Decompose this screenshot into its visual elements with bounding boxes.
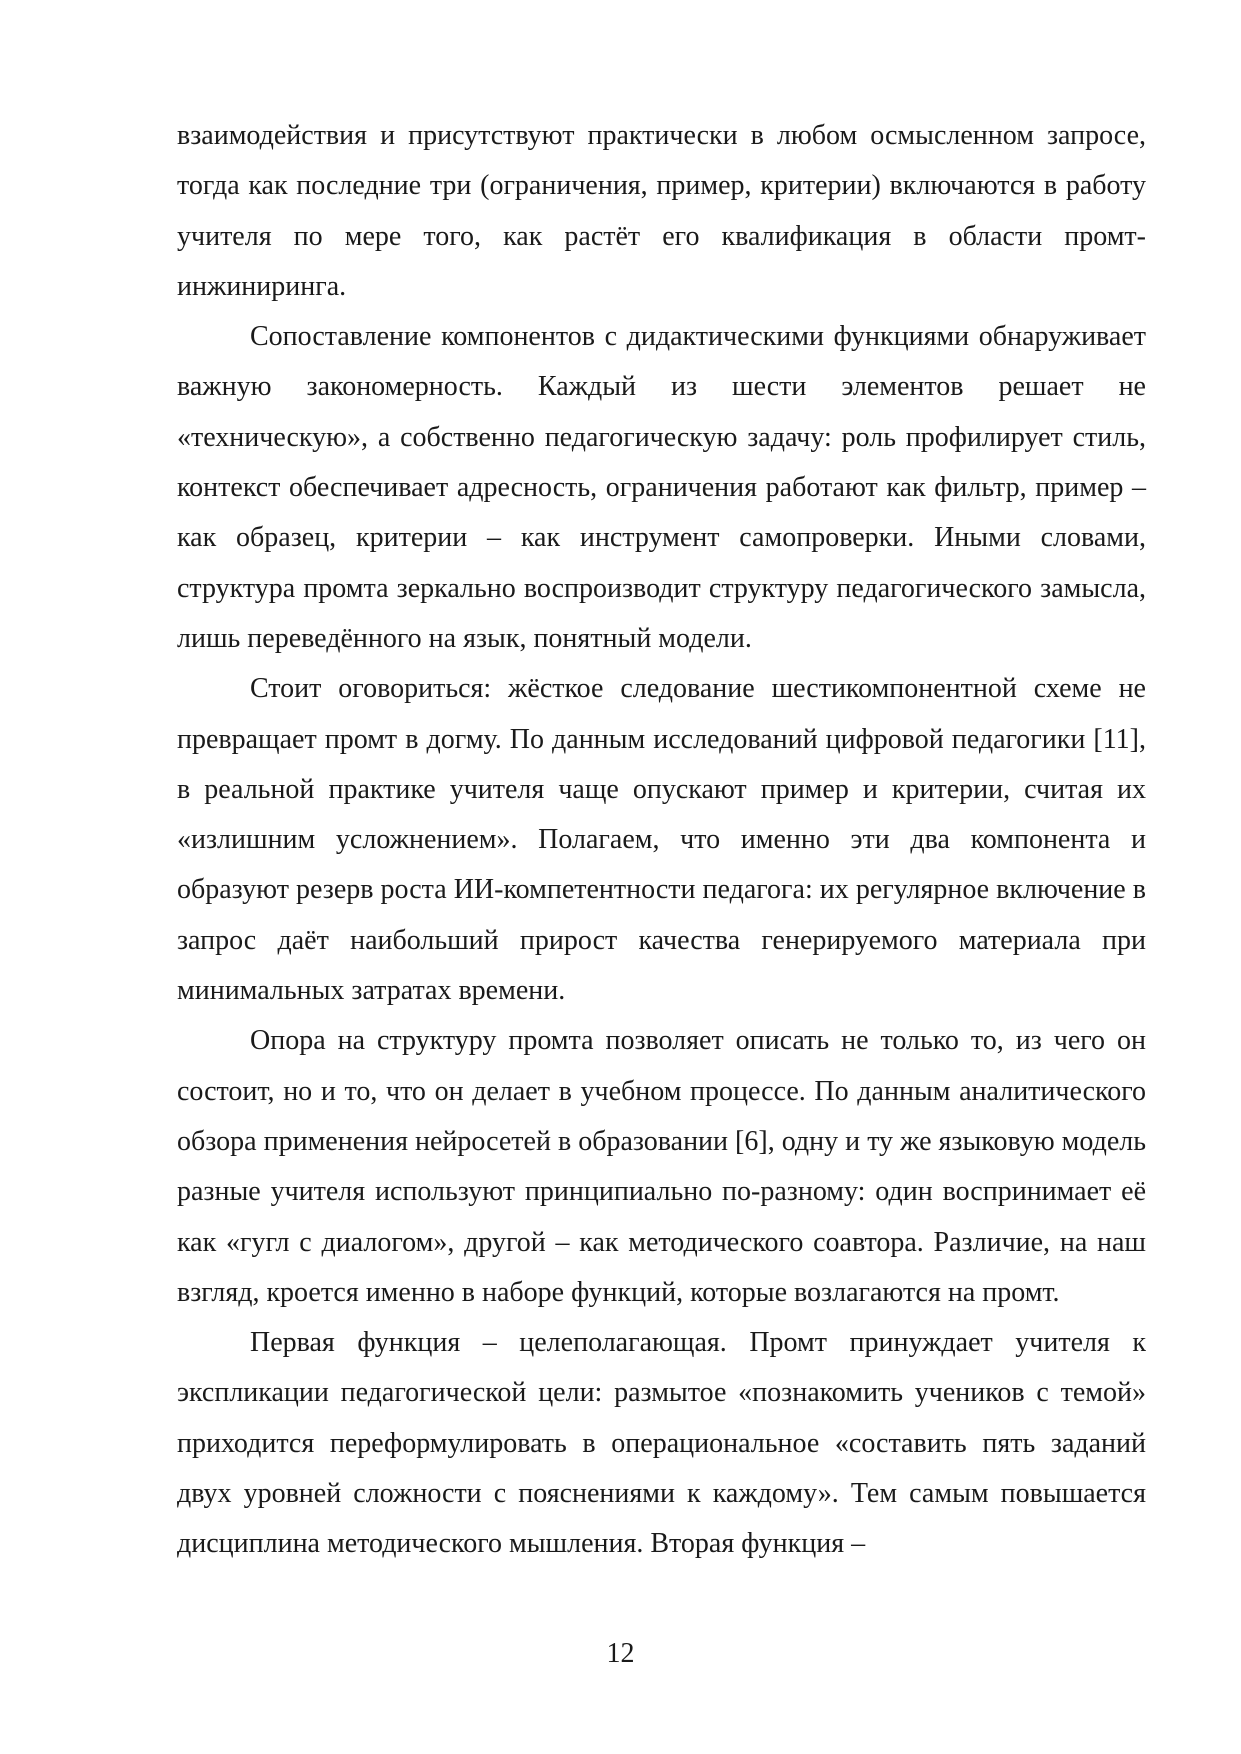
paragraph: Сопоставление компонентов с дидактическими функциями обнаруживает важную закономерность. Каждый из шести элементов решает не «техническую», а собственно педагогическую задачу: роль профилирует стиль, контекст обеспечивает адресность, ограничения работают как фильтр, пример – как образец, критерии – как инструмент самопроверки. Иными словами, структура промта зеркально воспроизводит структуру педагогического замысла, лишь переведённого на язык, понятный модели. <box>177 321 1146 654</box>
paragraph-last: Первая функция – целеполагающая. Промт принуждает учителя к экспликации педагогической цели: размытое «познакомить учеников с темой» приходится переформулировать в операциональное «составить пять заданий двух уровней сложности с пояснениями к каждому». Тем самым повышается дисциплина методического мышления. Вторая функция – <box>177 1327 1146 1560</box>
body-text <box>177 111 1146 1570</box>
paragraph-continuation: взаимодействия и присутствуют практически в любом осмысленном запросе, тогда как последние три (ограничения, пример, критерии) включаются в работу учителя по мере того, как растёт его квалификация в области промт-инжиниринга. <box>177 120 1146 302</box>
page-number: 12 <box>606 1638 635 1669</box>
paragraph: Опора на структуру промта позволяет описать не только то, из чего он состоит, но и то, что он делает в учебном процессе. По данным аналитического обзора применения нейросетей в образовании [6], одну и ту же языковую модель разные учителя используют принципиально по-разному: один воспринимает её как «гугл с диалогом», другой – как методического соавтора. Различие, на наш взгляд, кроется именно в наборе функций, которые возлагаются на промт. <box>177 1025 1146 1308</box>
paragraph: Стоит оговориться: жёсткое следование шестикомпонентной схеме не превращает промт в догму. По данным исследований цифровой педагогики [11], в реальной практике учителя чаще опускают пример и критерии, считая их «излишним усложнением». Полагаем, что именно эти два компонента и образуют резерв роста ИИ-компетентности педагога: их регулярное включение в запрос даёт наибольший прирост качества генерируемого материала при минимальных затратах времени. <box>177 673 1146 1007</box>
